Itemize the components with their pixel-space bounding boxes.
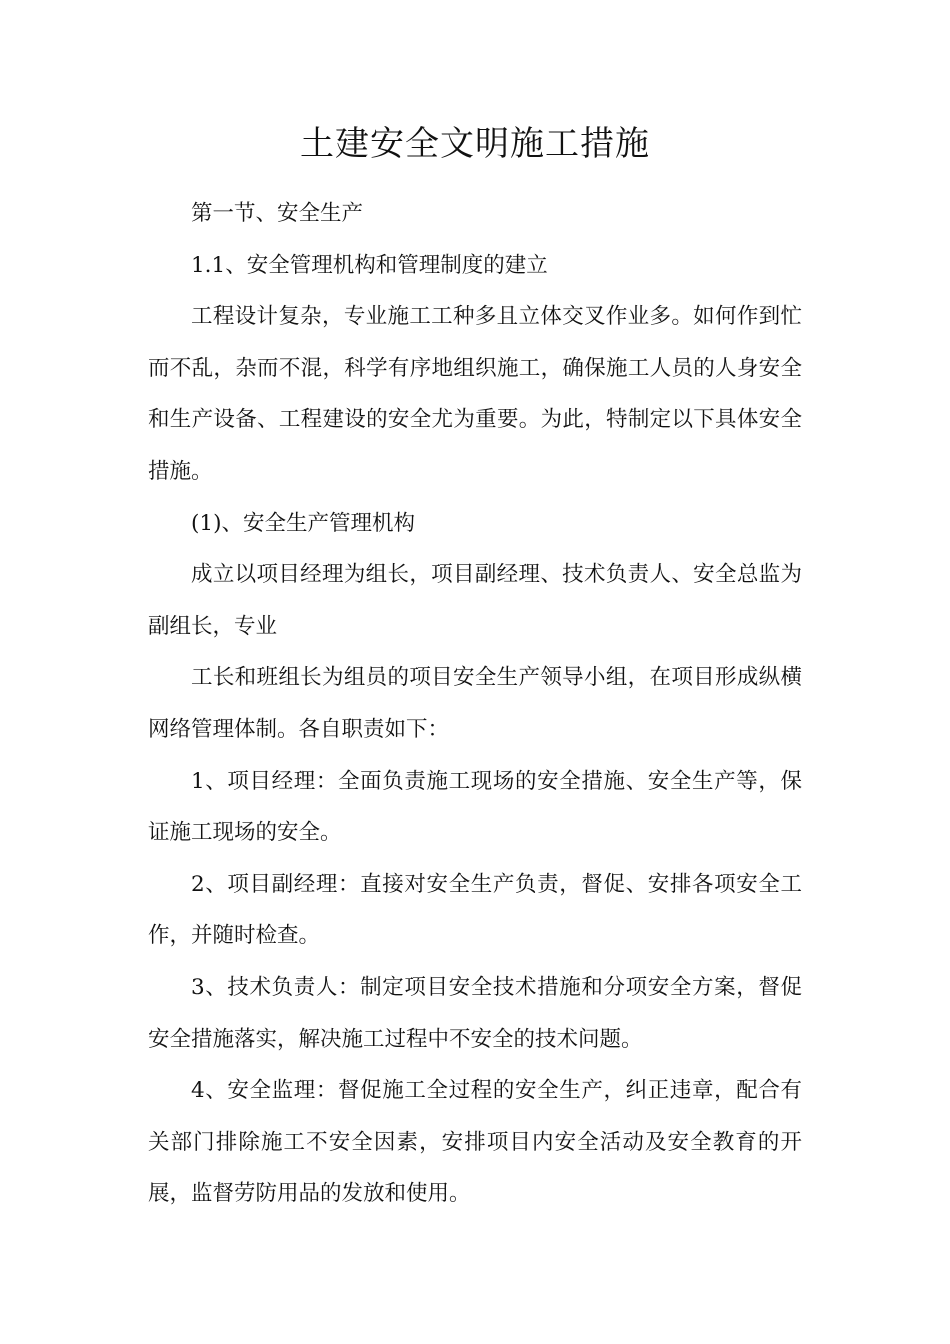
body-paragraph: 工长和班组长为组员的项目安全生产领导小组，在项目形成纵横网络管理体制。各自职责如下：	[148, 665, 802, 742]
list-item: 4、安全监理：督促施工全过程的安全生产，纠正违章，配合有关部门排除施工不安全因素，安排项目内安全活动及安全教育的开展，监督劳防用品的发放和使用。	[148, 1078, 802, 1207]
list-item: 2、项目副经理：直接对安全生产负责，督促、安排各项安全工作，并随时检查。	[148, 871, 802, 949]
body-paragraph: 工程设计复杂，专业施工工种多且立体交叉作业多。如何作到忙而不乱，杂而不混，科学有序地组织施工，确保施工人员的人身安全和生产设备、工程建设的安全尤为重要。为此，特制定以下具体安全措施。	[148, 304, 802, 484]
body-paragraph: 成立以项目经理为组长，项目副经理、技术负责人、安全总监为副组长，专业	[148, 562, 802, 639]
document-body	[148, 188, 802, 1220]
list-item: 3、技术负责人：制定项目安全技术措施和分项安全方案，督促安全措施落实，解决施工过程中不安全的技术问题。	[148, 974, 802, 1052]
section-heading: 第一节、安全生产	[191, 201, 364, 226]
document-title: 土建安全文明施工措施	[300, 124, 650, 164]
list-item: 1、项目经理：全面负责施工现场的安全措施、安全生产等，保证施工现场的安全。	[148, 768, 802, 846]
subsection-heading: (1)、安全生产管理机构	[191, 510, 415, 536]
subsection-heading: 1.1、安全管理机构和管理制度的建立	[191, 252, 548, 278]
